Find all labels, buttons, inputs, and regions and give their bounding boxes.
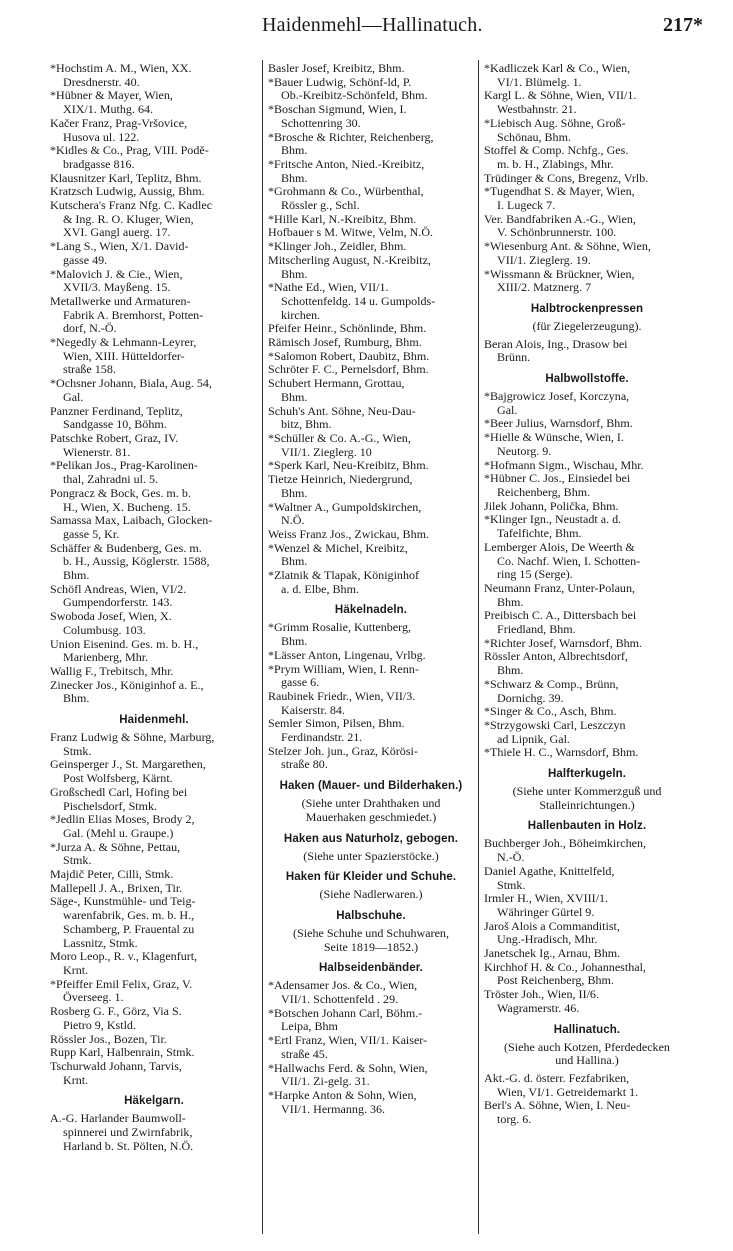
directory-entry: Jilek Johann, Polička, Bhm. <box>484 498 619 513</box>
column-middle <box>268 62 474 1242</box>
directory-entry: *Kidles & Co., Prag, VIII. Podě- bradgasse 816. <box>50 143 209 171</box>
directory-entry: *Hübner C. Jos., Einsiedel bei Reichenberg, Bhm. <box>484 471 631 499</box>
directory-entry: *Tugendhat S. & Mayer, Wien, I. Lugeck 7. <box>484 184 635 213</box>
directory-entry: *Wenzel & Michel, Kreibitz, Bhm. <box>268 540 408 569</box>
directory-entry: Rössler Anton, Albrechtsdorf, Bhm. <box>484 649 628 678</box>
directory-entry: A.-G. Harlander Baumwoll- spinnerei und Zwirnfabrik, Harland b. St. Pölten, N.Ö. <box>50 1111 194 1153</box>
directory-entry: Janetschek Ig., Arnau, Bhm. <box>484 946 621 961</box>
directory-entry: Semler Simon, Pilsen, Bhm. Ferdinandstr. 21. <box>268 716 405 745</box>
directory-entry: Basler Josef, Kreibitz, Bhm. <box>268 62 405 75</box>
directory-entry: Geinsperger J., St. Margarethen, Post Wolfsberg, Kärnt. <box>50 757 206 786</box>
directory-entry: *Ochsner Johann, Biala, Aug. 54, Gal. <box>50 376 212 404</box>
directory-entry: *Ertl Franz, Wien, VII/1. Kaiser- straße 45. <box>268 1033 428 1061</box>
directory-entry: Zinecker Jos., Königinhof a. E., Bhm. <box>50 677 204 706</box>
directory-entry: *Pfeiffer Emil Felix, Graz, V. Överseeg. 1. <box>50 976 193 1005</box>
directory-entry: *Harpke Anton & Sohn, Wien, VII/1. Hermanng. 36. <box>268 1088 417 1116</box>
section-heading: Halbseidenbänder. <box>319 962 423 975</box>
directory-entry: Rämisch Josef, Rumburg, Bhm. <box>268 335 422 350</box>
directory-entry: Schubert Hermann, Grottau, Bhm. <box>268 376 405 404</box>
section-heading: Haidenmehl. <box>119 714 189 727</box>
directory-entry: Klausnitzer Karl, Teplitz, Bhm. <box>50 170 202 185</box>
section-heading: Hallenbauten in Holz. <box>527 820 647 833</box>
directory-entry: Pfeifer Heinr., Schönlinde, Bhm. <box>268 321 427 336</box>
directory-entry: Neumann Franz, Unter-Polaun, Bhm. <box>484 580 635 609</box>
directory-entry: *Lässer Anton, Lingenau, Vrlbg. <box>268 647 426 662</box>
cross-reference-note: (Siehe unter Spazierstöcke.) <box>303 848 439 863</box>
directory-entry: Franz Ludwig & Söhne, Marburg, Stmk. <box>50 730 215 758</box>
directory-entry: Schuh's Ant. Söhne, Neu-Dau- bitz, Bhm. <box>268 403 416 432</box>
page-header <box>0 6 733 42</box>
directory-entry: Schöfl Andreas, Wien, VI/2. Gumpendorferstr. 143. <box>50 581 187 610</box>
directory-entry: Majdič Peter, Cilli, Stmk. <box>50 867 174 882</box>
column-divider <box>478 60 479 1234</box>
directory-entry: *Hille Karl, N.-Kreibitz, Bhm. <box>268 211 417 226</box>
directory-entry: *Sperk Karl, Neu-Kreibitz, Bhm. <box>268 458 429 473</box>
directory-entry: Tröster Joh., Wien, II/6. Wagramerstr. 46. <box>484 987 599 1015</box>
directory-entry: Tschurwald Johann, Tarvis, Krnt. <box>50 1058 182 1087</box>
directory-entry: *Boschan Sigmund, Wien, I. Schottenring 30. <box>268 102 407 130</box>
directory-entry: Kačer Franz, Prag-Vršovice, Husova ul. 122. <box>50 115 188 144</box>
directory-entry: Daniel Agathe, Knittelfeld, Stmk. <box>484 863 615 892</box>
section-heading: Häkelnadeln. <box>334 604 408 617</box>
directory-entry: Patschke Robert, Graz, IV. Wienerstr. 81. <box>50 430 179 459</box>
directory-entry: Swoboda Josef, Wien, X. Columbusg. 103. <box>50 609 172 637</box>
section-heading: Halbwollstoffe. <box>545 373 629 386</box>
directory-entry: Lemberger Alois, De Weerth & Co. Nachf. Wien, I. Schotten- ring 15 (Serge). <box>484 539 641 582</box>
cross-reference-note: (Siehe Nadlerwaren.) <box>319 887 423 902</box>
section-heading: Haken (Mauer- und Bilderhaken.) <box>279 780 463 793</box>
directory-entry: *Wissmann & Brückner, Wien, XIII/2. Matznerg. 7 <box>484 266 635 295</box>
directory-entry: *Hochstim A. M., Wien, XX. Dresdnerstr. 40. <box>50 62 192 89</box>
directory-entry: Pongracz & Bock, Ges. m. b. H., Wien, X. Bucheng. 15. <box>50 485 191 514</box>
directory-entry: *Botschen Johann Carl, Böhm.- Leipa, Bhm <box>268 1005 423 1034</box>
directory-entry: Akt.-G. d. österr. Fezfabriken, Wien, VI/1. Getreidemarkt 1. <box>484 1071 639 1099</box>
directory-entry: *Prym William, Wien, I. Renn- gasse 6. <box>268 661 419 690</box>
section-heading: Haken für Kleider und Schuhe. <box>285 871 457 884</box>
directory-entry: *Salomon Robert, Daubitz, Bhm. <box>268 348 430 363</box>
directory-entry: Kirchhof H. & Co., Johannesthal, Post Reichenberg, Bhm. <box>484 959 646 988</box>
directory-entry: *Jurza A. & Söhne, Pettau, Stmk. <box>50 839 181 868</box>
directory-entry: Jaroš Alois a Commanditist, Ung.-Hradisch, Mhr. <box>484 918 620 947</box>
directory-entry: Mallepell J. A., Brixen, Tir. <box>50 880 183 895</box>
directory-entry: *Singer & Co., Asch, Bhm. <box>484 704 617 719</box>
cross-reference-note: (Siehe unter Kommerzguß und Stalleinrichtungen.) <box>512 784 662 812</box>
column-left <box>50 62 258 1242</box>
directory-entry: *Nathe Ed., Wien, VII/1. Schottenfeldg. 14 u. Gumpolds- kirchen. <box>268 280 436 322</box>
directory-entry: *Klinger Joh., Zeidler, Bhm. <box>268 239 407 254</box>
cross-reference-note: (Siehe unter Drahthaken und Mauerhaken geschmiedet.) <box>301 796 441 824</box>
directory-entry: Großschedl Carl, Hofing bei Pischelsdorf, Stmk. <box>50 784 188 813</box>
directory-entry: Kargl L. & Söhne, Wien, VII/1. Westbahnstr. 21. <box>484 88 637 117</box>
directory-entry: Wallig F., Trebitsch, Mhr. <box>50 663 174 678</box>
directory-entry: *Hofmann Sigm., Wischau, Mhr. <box>484 457 644 472</box>
directory-entry: *Pelikan Jos., Prag-Karolinen- thal, Zahradni ul. 5. <box>50 458 198 487</box>
section-heading: Halfterkugeln. <box>547 768 627 781</box>
cross-reference-note: (Siehe auch Kotzen, Pferdedecken und Hallina.) <box>504 1039 670 1068</box>
directory-entry: Hofbauer s M. Witwe, Velm, N.Ö. <box>268 225 434 240</box>
directory-entry: Panzner Ferdinand, Teplitz, Sandgasse 10, Böhm. <box>50 403 183 432</box>
column-right <box>484 62 690 1242</box>
directory-entry: *Strzygowski Carl, Leszczyn ad Lipnik, Gal. <box>484 717 626 746</box>
directory-entry: Rupp Karl, Halbenrain, Stmk. <box>50 1045 195 1060</box>
directory-entry: Rosberg G. F., Görz, Via S. Pietro 9, Kstld. <box>50 1004 182 1032</box>
page-number: 217* <box>663 14 703 36</box>
directory-entry: *Schüller & Co. A.-G., Wien, VII/1. Zieglerg. 10 <box>268 430 411 459</box>
directory-entry: *Lang S., Wien, X/1. David- gasse 49. <box>50 239 189 267</box>
directory-entry: *Wiesenburg Ant. & Söhne, Wien, VII/1. Zieglerg. 19. <box>484 239 651 267</box>
directory-entry: *Grohmann & Co., Würbenthal, Rössler g., Schl. <box>268 184 424 213</box>
directory-entry: *Adensamer Jos. & Co., Wien, VII/1. Schottenfeld . 29. <box>268 978 418 1007</box>
cross-reference-note: (für Ziegelerzeugung). <box>532 318 642 333</box>
directory-entry: Berl's A. Söhne, Wien, I. Neu- torg. 6. <box>484 1098 631 1127</box>
directory-entry: Rössler Jos., Bozen, Tir. <box>50 1031 167 1046</box>
directory-entry: *Waltner A., Gumpoldskirchen, N.Ö. <box>268 499 422 528</box>
column-divider <box>262 60 263 1234</box>
directory-entry: Beran Alois, Ing., Drasow bei Brünn. <box>484 336 628 365</box>
directory-entry: Kratzsch Ludwig, Aussig, Bhm. <box>50 184 205 199</box>
directory-entry: Stoffel & Comp. Nchfg., Ges. m. b. H., Zlabings, Mhr. <box>484 143 629 171</box>
directory-entry: Weiss Franz Jos., Zwickau, Bhm. <box>268 526 429 541</box>
directory-entry: Ver. Bandfabriken A.-G., Wien, V. Schönbrunnerstr. 100. <box>484 211 636 240</box>
directory-entry: Schröter F. C., Pernelsdorf, Bhm. <box>268 362 429 377</box>
directory-entry: *Schwarz & Comp., Brünn, Dornichg. 39. <box>484 676 619 705</box>
cross-reference-note: (Siehe Schuhe und Schuhwaren, Seite 1819—1852.) <box>293 925 449 954</box>
directory-entry: Moro Leop., R. v., Klagenfurt, Krnt. <box>50 949 198 977</box>
directory-entry: Mitscherling August, N.-Kreibitz, Bhm. <box>268 252 431 281</box>
directory-entry: Säge-, Kunstmühle- und Teig- warenfabrik, Ges. m. b. H., Schamberg, P. Frauental zu Lassnitz, Stmk. <box>50 894 196 950</box>
section-heading: Häkelgarn. <box>124 1095 184 1108</box>
directory-entry: *Liebisch Aug. Söhne, Groß- Schönau, Bhm. <box>484 115 626 144</box>
directory-entry: *Klinger Ign., Neustadt a. d. Tafelfichte, Bhm. <box>484 512 622 541</box>
directory-entry: *Thiele H. C., Warnsdorf, Bhm. <box>484 745 639 760</box>
directory-entry: *Kadliczek Karl & Co., Wien, VI/1. Blümelg. 1. <box>484 62 631 89</box>
section-heading: Halbtrockenpressen <box>530 302 644 315</box>
directory-entry: Schäffer & Budenberg, Ges. m. b. H., Aussig, Köglerstr. 1588, Bhm. <box>50 540 210 583</box>
directory-entry: *Richter Josef, Warnsdorf, Bhm. <box>484 635 643 650</box>
directory-entry: *Fritsche Anton, Nied.-Kreibitz, Bhm. <box>268 156 425 185</box>
directory-entry: *Grimm Rosalie, Kuttenberg, Bhm. <box>268 620 411 649</box>
directory-entry: *Zlatnik & Tlapak, Königinhof a. d. Elbe, Bhm. <box>268 568 420 596</box>
section-heading: Haken aus Naturholz, gebogen. <box>283 832 459 845</box>
directory-entry: Tietze Heinrich, Niedergrund, Bhm. <box>268 472 413 500</box>
directory-entry: Trüdinger & Cons, Bregenz, Vrlb. <box>484 170 649 185</box>
section-heading: Hallinatuch. <box>553 1023 621 1036</box>
directory-entry: Buchberger Joh., Böheimkirchen, N.-Ö. <box>484 836 647 865</box>
directory-entry: *Jedlin Elias Moses, Brody 2, Gal. (Mehl u. Graupe.) <box>50 812 195 840</box>
directory-entry: Kutschera's Franz Nfg. C. Kadlec & Ing. R. O. Kluger, Wien, XVI. Gangl auerg. 17. <box>50 198 213 240</box>
directory-entry: *Hielle & Wünsche, Wien, I. Neutorg. 9. <box>484 430 624 458</box>
directory-entry: *Hallwachs Ferd. & Sohn, Wien, VII/1. Zi-gelg. 31. <box>268 1060 428 1089</box>
directory-entry: Raubinek Friedr., Wien, VII/3. Kaiserstr. 84. <box>268 688 416 717</box>
directory-entry: *Bauer Ludwig, Schönf-ld, P. Ob.-Kreibitz-Schönfeld, Bhm. <box>268 74 428 103</box>
directory-entry: Stelzer Joh. jun., Graz, Körösi- straße 80. <box>268 743 418 772</box>
directory-entry: *Hübner & Mayer, Wien, XIX/1. Muthg. 64. <box>50 88 173 117</box>
directory-entry: *Beer Julius, Warnsdorf, Bhm. <box>484 416 633 431</box>
directory-entry: Irmler H., Wien, XVIII/1. Währinger Gürtel 9. <box>484 891 609 919</box>
section-heading: Halbschuhe. <box>336 909 406 922</box>
running-title: Haidenmehl—Hallinatuch. <box>262 14 483 36</box>
directory-entry: Union Eisenind. Ges. m. b. H., Marienberg, Mhr. <box>50 636 199 665</box>
directory-entry: Samassa Max, Laibach, Glocken- gasse 5, Kr. <box>50 513 213 541</box>
directory-entry: *Brosche & Richter, Reichenberg, Bhm. <box>268 129 434 158</box>
directory-entry: Metallwerke und Armaturen- Fabrik A. Bremhorst, Potten- dorf, N.-Ö. <box>50 293 204 336</box>
directory-entry: *Malovich J. & Cie., Wien, XVII/3. Mayßeng. 15. <box>50 266 183 295</box>
directory-entry: Preibisch C. A., Dittersbach bei Friedland, Bhm. <box>484 608 637 637</box>
directory-entry: *Negedly & Lehmann-Leyrer, Wien, XIII. Hütteldorfer- straße 158. <box>50 335 197 377</box>
directory-entry: *Bajgrowicz Josef, Korczyna, Gal. <box>484 389 630 417</box>
